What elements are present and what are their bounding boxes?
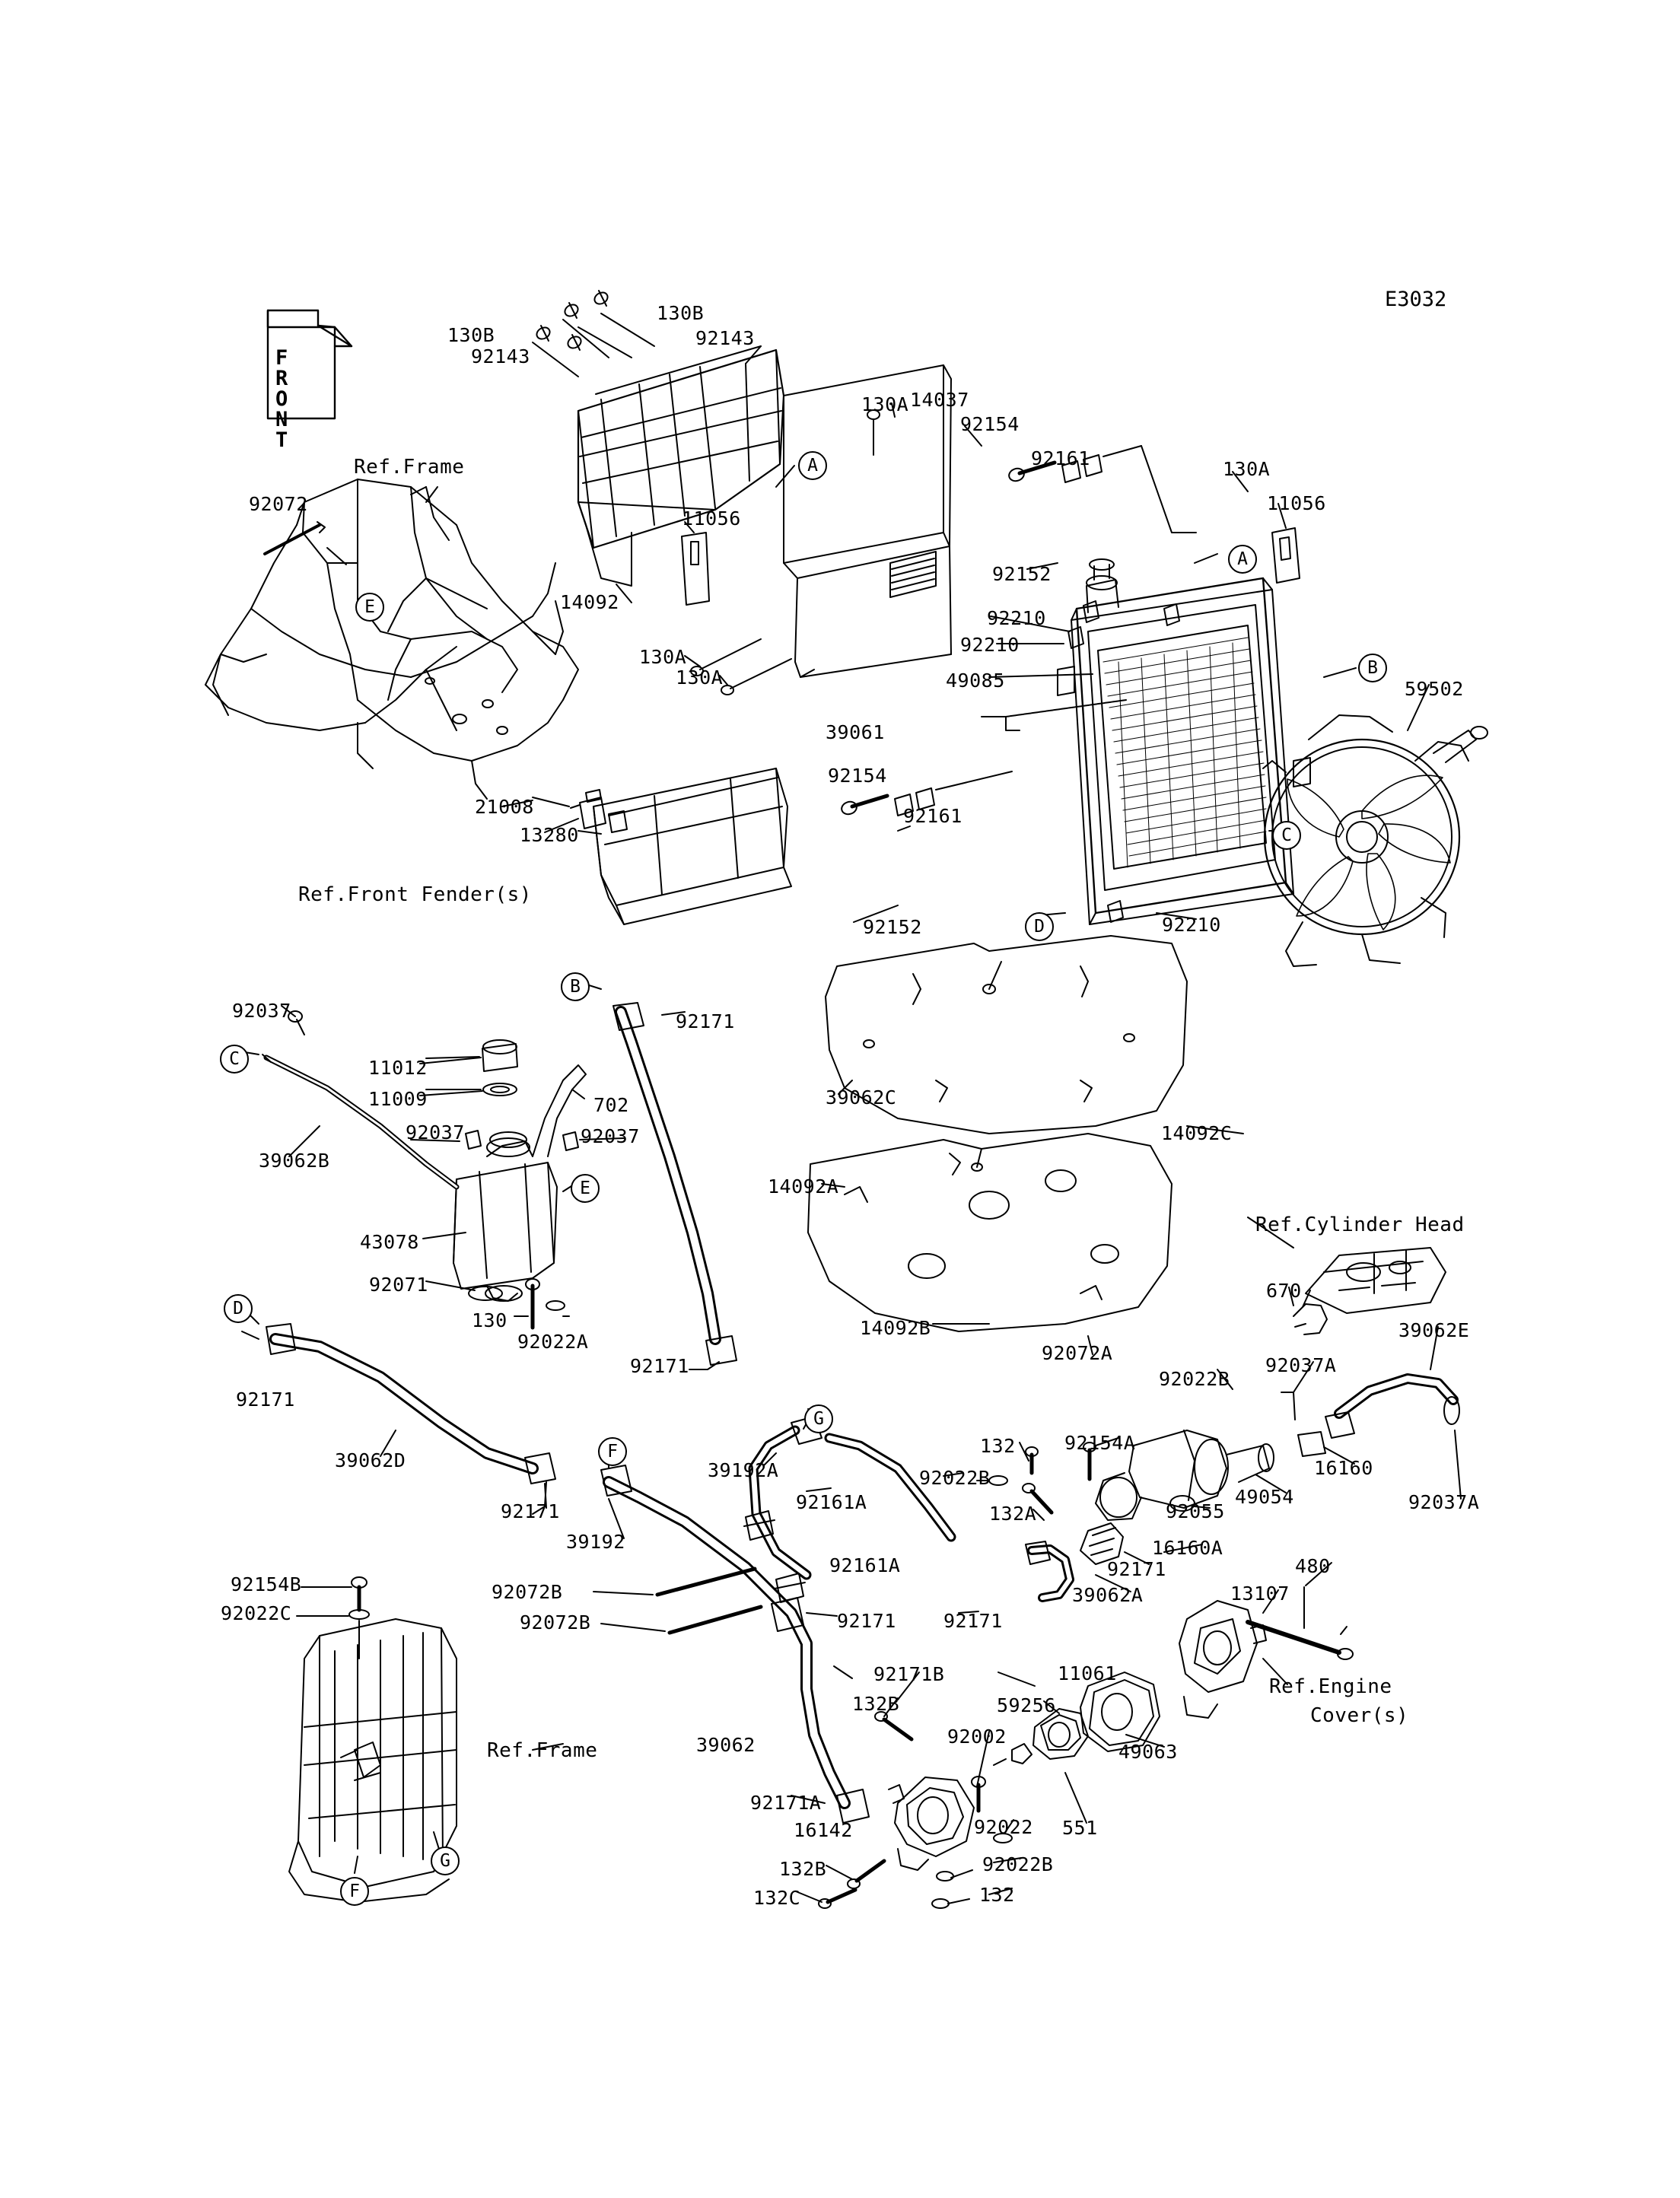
part-number-label: 130B bbox=[657, 302, 705, 324]
reference-label: Ref.Frame bbox=[487, 1739, 598, 1762]
part-number-label: 14092A bbox=[768, 1175, 839, 1198]
part-number-label: 130A bbox=[639, 646, 687, 668]
part-number-label: 92171 bbox=[943, 1610, 1003, 1632]
part-number-label: 92161 bbox=[903, 805, 963, 827]
part-number-label: 92210 bbox=[960, 634, 1020, 656]
part-number-label: 92154 bbox=[960, 413, 1020, 435]
part-number-label: 92154 bbox=[828, 765, 887, 787]
part-number-label: 92171 bbox=[501, 1500, 560, 1522]
part-number-label: 39192A bbox=[708, 1459, 779, 1481]
front-letter-t: T bbox=[275, 428, 290, 452]
part-number-label: 39062 bbox=[696, 1734, 756, 1756]
part-number-label: 92022A bbox=[517, 1331, 589, 1353]
part-number-label: 92171 bbox=[236, 1388, 295, 1411]
part-number-label: 92143 bbox=[471, 345, 530, 367]
part-number-label: 92171B bbox=[873, 1663, 945, 1685]
part-number-label: 92171 bbox=[630, 1355, 689, 1377]
part-number-label: 92171 bbox=[676, 1010, 735, 1032]
diagram-code: E3032 bbox=[1385, 288, 1447, 311]
part-number-label: 130 bbox=[472, 1309, 508, 1331]
part-number-label: 21008 bbox=[475, 796, 534, 818]
callout-circle: A bbox=[1228, 545, 1257, 574]
reference-label: Ref.Cylinder Head bbox=[1255, 1214, 1465, 1236]
part-number-label: 92022C bbox=[221, 1602, 292, 1624]
part-number-label: 92171A bbox=[750, 1792, 822, 1814]
part-number-label: 132C bbox=[753, 1887, 801, 1909]
part-number-label: 39062C bbox=[826, 1086, 897, 1109]
part-number-label: 92072B bbox=[492, 1581, 563, 1603]
part-number-label: 11056 bbox=[1267, 492, 1326, 514]
part-number-label: 92161A bbox=[796, 1491, 867, 1513]
callout-circle: F bbox=[340, 1877, 369, 1906]
part-number-label: 13107 bbox=[1230, 1582, 1290, 1605]
part-number-label: 132 bbox=[980, 1435, 1016, 1457]
callout-circle: B bbox=[1358, 654, 1387, 682]
part-number-label: 11061 bbox=[1058, 1662, 1117, 1684]
part-number-label: 92002 bbox=[947, 1726, 1007, 1748]
part-number-label: 11009 bbox=[368, 1088, 428, 1110]
reference-label: Cover(s) bbox=[1310, 1704, 1409, 1727]
callout-circle: G bbox=[804, 1404, 833, 1433]
part-number-label: 130A bbox=[1223, 458, 1271, 480]
part-number-label: 92154A bbox=[1064, 1432, 1136, 1454]
part-number-label: 92171 bbox=[1107, 1558, 1166, 1580]
part-number-label: 39062B bbox=[259, 1150, 330, 1172]
part-number-label: 670 bbox=[1266, 1280, 1302, 1302]
part-number-label: 480 bbox=[1295, 1555, 1331, 1577]
part-number-label: 39061 bbox=[826, 721, 885, 743]
part-number-label: 11012 bbox=[368, 1057, 428, 1079]
part-number-label: 39062D bbox=[335, 1449, 406, 1471]
part-number-label: 92037A bbox=[1265, 1354, 1337, 1376]
callout-circle: E bbox=[571, 1174, 600, 1203]
part-number-label: 130B bbox=[447, 324, 495, 346]
part-number-label: 92022B bbox=[1159, 1368, 1230, 1390]
callout-circle: G bbox=[431, 1847, 460, 1875]
part-number-label: 49054 bbox=[1235, 1486, 1294, 1508]
part-number-label: 92071 bbox=[369, 1274, 428, 1296]
callout-circle: C bbox=[1272, 821, 1301, 850]
callout-circle: D bbox=[224, 1294, 253, 1323]
part-number-label: 551 bbox=[1062, 1817, 1098, 1839]
part-number-label: 92037A bbox=[1408, 1491, 1480, 1513]
part-number-label: 16160A bbox=[1152, 1537, 1223, 1559]
part-number-label: 92152 bbox=[992, 563, 1052, 585]
reference-label: Ref.Frame bbox=[354, 456, 465, 479]
callout-circle: A bbox=[798, 451, 827, 480]
part-number-label: 92072 bbox=[249, 493, 308, 515]
part-number-label: 39062E bbox=[1398, 1319, 1470, 1341]
callout-circle: E bbox=[355, 593, 384, 622]
part-number-label: 92210 bbox=[1162, 914, 1221, 936]
part-number-label: 92037 bbox=[406, 1121, 465, 1144]
part-number-label: 130A bbox=[861, 393, 909, 415]
part-number-label: 14092B bbox=[860, 1317, 931, 1339]
part-number-label: 130A bbox=[676, 666, 724, 689]
part-number-label: 43078 bbox=[360, 1231, 419, 1253]
part-number-label: 92171 bbox=[837, 1610, 896, 1632]
part-number-label: 92022 bbox=[974, 1816, 1033, 1838]
part-number-label: 92143 bbox=[695, 327, 755, 349]
front-letter-o: O bbox=[275, 387, 290, 411]
part-number-label: 92161 bbox=[1031, 447, 1090, 469]
callout-circle: D bbox=[1025, 912, 1054, 941]
front-letter-r: R bbox=[275, 367, 290, 390]
front-letter-f: F bbox=[275, 346, 290, 370]
part-number-label: 92161A bbox=[829, 1554, 901, 1576]
part-number-label: 92152 bbox=[863, 916, 922, 938]
part-number-label: 13280 bbox=[520, 824, 579, 846]
part-number-label: 132 bbox=[979, 1884, 1015, 1906]
part-number-label: 132B bbox=[852, 1693, 900, 1715]
part-number-label: 39062A bbox=[1072, 1584, 1144, 1606]
part-number-label: 49063 bbox=[1118, 1741, 1178, 1763]
callout-circle: B bbox=[561, 972, 590, 1001]
part-number-label: 132B bbox=[779, 1858, 827, 1880]
part-number-label: 49085 bbox=[946, 670, 1005, 692]
part-number-label: 39192 bbox=[566, 1531, 625, 1553]
part-number-label: 92072B bbox=[520, 1611, 591, 1633]
part-number-label: 59256 bbox=[997, 1694, 1056, 1716]
part-number-label: 92055 bbox=[1166, 1500, 1225, 1522]
part-number-label: 132A bbox=[989, 1503, 1037, 1525]
part-number-label: 92037 bbox=[581, 1125, 640, 1147]
part-number-label: 92210 bbox=[987, 607, 1046, 629]
reference-label: Ref.Engine bbox=[1269, 1675, 1392, 1698]
part-number-label: 92154B bbox=[231, 1573, 302, 1595]
part-number-label: 16142 bbox=[794, 1819, 853, 1841]
part-number-label: 14092 bbox=[560, 591, 619, 613]
part-number-label: 92037 bbox=[232, 1000, 291, 1022]
callout-circle: C bbox=[220, 1045, 249, 1074]
part-number-label: 16160 bbox=[1314, 1457, 1373, 1479]
part-number-label: 11056 bbox=[682, 507, 741, 530]
part-number-label: 702 bbox=[593, 1094, 629, 1116]
part-number-label: 92072A bbox=[1042, 1342, 1113, 1364]
callout-circle: F bbox=[598, 1437, 627, 1466]
part-number-label: 92022B bbox=[982, 1853, 1054, 1875]
part-number-label: 59502 bbox=[1405, 678, 1464, 700]
reference-label: Ref.Front Fender(s) bbox=[298, 883, 532, 906]
part-number-label: 92022B bbox=[919, 1467, 991, 1489]
part-number-label: 14092C bbox=[1161, 1122, 1233, 1144]
front-letter-n: N bbox=[275, 408, 290, 431]
part-number-label: 14037 bbox=[910, 389, 969, 411]
